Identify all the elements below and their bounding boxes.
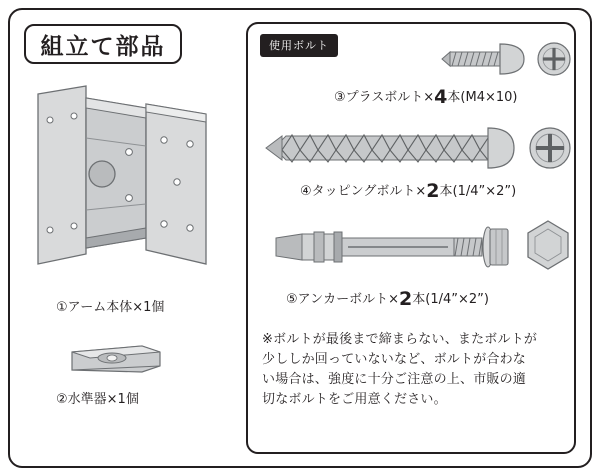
wall-mount-arm-bracket-icon [28, 78, 218, 278]
bolts-panel-tab-label: 使用ボルト [260, 34, 338, 57]
tapping-bolt-caption-prefix: ④タッピングボルト× [300, 184, 427, 199]
bubble-level-icon [64, 340, 168, 378]
page-title: 組立て部品 [40, 33, 166, 60]
bolts-note-line: 少ししか回っていないなど、ボルトが合わな [262, 352, 527, 368]
bolts-note [262, 330, 562, 411]
bolts-note-line: い場合は、強度に十分ご注意の上、市販の適 [262, 372, 527, 388]
pan-head-phillips-bolt-icon [272, 36, 572, 84]
plus-bolt-count: 4 [434, 86, 448, 108]
anchor-bolt-caption-prefix: ⑤アンカーボルト× [286, 292, 400, 307]
plus-bolt-caption [334, 86, 517, 108]
tapping-screw-icon [262, 118, 572, 180]
plus-bolt-caption-suffix: 本(M4×10) [447, 90, 518, 105]
anchor-bolt-icon [262, 212, 572, 282]
tapping-bolt-caption-suffix: 本(1/4”×2”) [439, 184, 517, 199]
bolts-note-line: ※ボルトが最後まで締まらない、またボルトが [262, 332, 538, 347]
anchor-bolt-caption-suffix: 本(1/4”×2”) [412, 292, 489, 307]
assembly-parts-title-badge [24, 24, 182, 64]
tapping-bolt-caption [300, 180, 516, 202]
tapping-bolt-count: 2 [426, 180, 440, 202]
anchor-bolt-caption [286, 288, 489, 310]
bolts-note-line: 切なボルトをご用意ください。 [262, 392, 447, 408]
bubble-level-caption: ②水準器×1個 [56, 392, 139, 407]
anchor-bolt-count: 2 [399, 288, 413, 310]
arm-body-caption: ①アーム本体×1個 [56, 300, 165, 315]
plus-bolt-caption-prefix: ③プラスボルト× [334, 90, 435, 105]
